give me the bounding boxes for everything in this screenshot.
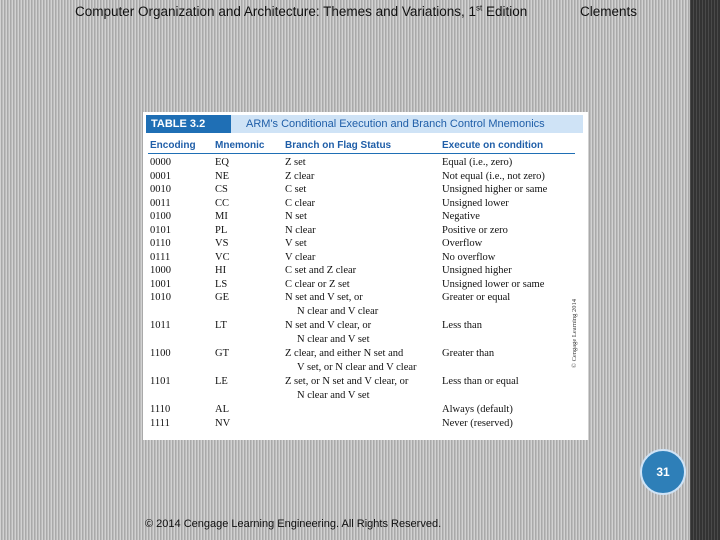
cell-flag-status: V set	[285, 238, 307, 249]
cell-flag-status: Z set	[285, 157, 306, 168]
cell-condition: Overflow	[442, 238, 483, 249]
cell-condition: Unsigned higher	[442, 265, 512, 276]
cell-encoding: 0010	[150, 184, 171, 195]
header-flag-status: Branch on Flag Status	[285, 140, 392, 151]
table-figure	[143, 112, 588, 440]
cell-encoding: 1110	[150, 404, 171, 415]
cell-mnemonic: CC	[215, 197, 230, 209]
cell-encoding: 0100	[150, 211, 171, 222]
cell-encoding: 1011	[150, 320, 171, 331]
cell-flag-status: C set	[285, 184, 307, 195]
cell-encoding: 1010	[150, 292, 171, 303]
cell-condition: Greater than	[442, 348, 495, 359]
cell-mnemonic: NV	[215, 417, 231, 429]
cell-mnemonic: GE	[215, 292, 229, 303]
cell-condition: Never (reserved)	[442, 417, 513, 429]
book-title: Computer Organization and Architecture: Themes and Variations, 1	[75, 4, 476, 19]
cell-flag-status: N set	[285, 211, 307, 222]
cell-condition: Equal (i.e., zero)	[442, 157, 513, 168]
cell-encoding: 0001	[150, 170, 171, 182]
cell-encoding: 0111	[150, 251, 171, 263]
cell-flag-status: N clear and V set	[297, 389, 370, 401]
cell-flag-status: V clear	[285, 251, 316, 263]
cell-flag-status: V set, or N clear and V clear	[297, 361, 417, 373]
cell-flag-status: C clear or Z set	[285, 278, 350, 290]
cell-condition: Negative	[442, 211, 480, 222]
cell-mnemonic: VS	[215, 238, 229, 249]
cell-condition: Less than or equal	[442, 376, 519, 387]
copyright-notice: © 2014 Cengage Learning Engineering. All Rights Reserved.	[145, 518, 442, 530]
cell-mnemonic: HI	[215, 265, 227, 276]
cell-mnemonic: NE	[215, 170, 229, 182]
cell-condition: Unsigned lower	[442, 197, 509, 209]
cell-encoding: 0000	[150, 157, 171, 168]
cell-encoding: 1111	[150, 417, 170, 429]
cell-flag-status: C clear	[285, 197, 316, 209]
cell-mnemonic: MI	[215, 211, 228, 222]
cell-encoding: 0101	[150, 224, 171, 236]
cell-mnemonic: PL	[215, 224, 228, 236]
header-encoding: Encoding	[150, 140, 196, 151]
cell-mnemonic: LE	[215, 376, 228, 387]
cell-condition: Less than	[442, 320, 482, 331]
cell-encoding: 1101	[150, 376, 171, 387]
cell-flag-status: N clear and V set	[297, 333, 370, 345]
figure-label: TABLE 3.2	[146, 115, 231, 133]
cell-encoding: 1001	[150, 278, 171, 290]
edition-superscript: st	[475, 3, 483, 13]
author: Clements	[580, 4, 638, 19]
header-rule	[148, 153, 575, 154]
cell-condition: Always (default)	[442, 404, 513, 415]
cell-encoding: 1000	[150, 265, 171, 276]
cell-condition: Unsigned lower or same	[442, 278, 545, 290]
cell-condition: Unsigned higher or same	[442, 184, 548, 195]
cell-flag-status: Z clear, and either N set and	[285, 348, 404, 359]
cell-flag-status: Z clear	[285, 170, 315, 182]
figure-credit: © Cengage Learning 2014	[571, 298, 578, 368]
cell-condition: Positive or zero	[442, 224, 508, 236]
header-condition: Execute on condition	[442, 140, 544, 151]
cell-mnemonic: CS	[215, 184, 228, 195]
cell-flag-status: C set and Z clear	[285, 265, 357, 276]
cell-condition: Not equal (i.e., not zero)	[442, 170, 545, 182]
cell-condition: Greater or equal	[442, 292, 511, 303]
cell-condition: No overflow	[442, 251, 496, 263]
cell-mnemonic: VC	[215, 251, 230, 263]
cell-flag-status: N clear and V clear	[297, 305, 379, 317]
cell-mnemonic: EQ	[215, 157, 229, 168]
cell-encoding: 0011	[150, 197, 171, 209]
figure-title-bar	[146, 115, 583, 133]
cell-flag-status: N clear	[285, 224, 316, 236]
cell-encoding: 0110	[150, 238, 171, 249]
cell-encoding: 1100	[150, 348, 171, 359]
header-mnemonic: Mnemonic	[215, 140, 265, 151]
slide-header	[75, 4, 527, 19]
figure-caption: ARM's Conditional Execution and Branch Control Mnemonics	[246, 118, 545, 130]
cell-flag-status: N set and V clear, or	[285, 320, 372, 331]
cell-flag-status: N set and V set, or	[285, 292, 363, 303]
cell-flag-status: Z set, or N set and V clear, or	[285, 376, 409, 387]
cell-mnemonic: GT	[215, 348, 229, 359]
cell-mnemonic: LT	[215, 320, 227, 331]
cell-mnemonic: LS	[215, 278, 228, 290]
edition-word: Edition	[482, 4, 528, 19]
page-number-badge: 31	[640, 449, 686, 495]
cell-mnemonic: AL	[215, 404, 229, 415]
